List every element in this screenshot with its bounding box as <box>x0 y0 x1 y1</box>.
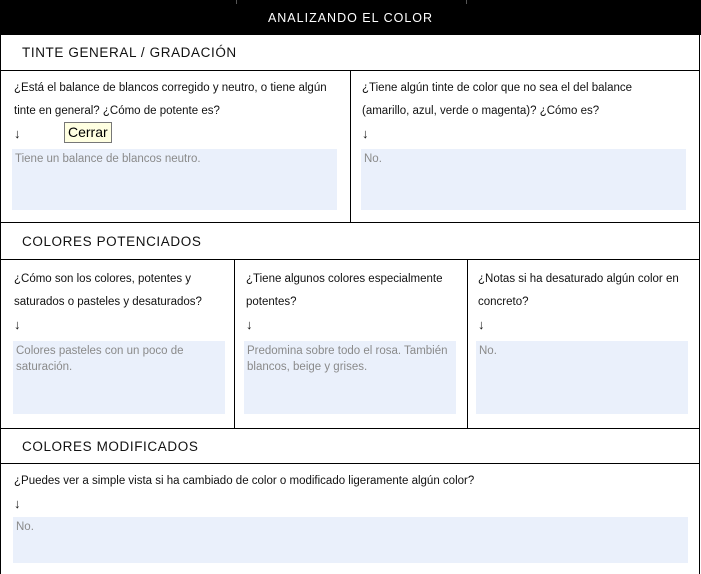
divider <box>0 428 700 429</box>
divider <box>0 222 700 223</box>
header-divider-tick <box>236 0 237 4</box>
column-divider <box>467 259 468 428</box>
header-divider-tick <box>466 0 467 4</box>
question-color-strength: ¿Cómo son los colores, potentes y saturados o pasteles y desaturados? <box>14 273 202 308</box>
down-arrow-icon: ↓ <box>14 126 21 141</box>
page-header <box>0 0 701 35</box>
down-arrow-icon: ↓ <box>14 317 21 332</box>
down-arrow-icon: ↓ <box>362 126 369 141</box>
question-color-tint: ¿Tiene algún tinte de color que no sea el del balance (amarillo, azul, verde o magenta)? ¿Cómo es? <box>362 82 633 117</box>
column-divider <box>350 70 351 222</box>
answer-desaturated-color-field[interactable]: No. <box>476 341 688 414</box>
answer-strong-colors-field[interactable]: Predomina sobre todo el rosa. También blancos, beige y grises. <box>244 341 456 414</box>
question-desaturated-color: ¿Notas si ha desaturado algún color en concreto? <box>478 273 679 308</box>
section-title-potenciados: COLORES POTENCIADOS <box>22 234 202 249</box>
page-title: ANALIZANDO EL COLOR <box>267 11 434 25</box>
answer-modified-color-field[interactable]: No. <box>13 517 688 563</box>
question-modified-color: ¿Puedes ver a simple vista si ha cambiado de color o modificado ligeramente algún color? <box>14 475 475 487</box>
answer-color-strength-field[interactable]: Colores pasteles con un poco de saturación. <box>13 341 225 414</box>
question-strong-colors: ¿Tiene algunos colores especialmente potentes? <box>246 273 443 308</box>
down-arrow-icon: ↓ <box>246 317 253 332</box>
question-white-balance: ¿Está el balance de blancos corregido y neutro, o tiene algún tinte en general? ¿Cómo de potente es? <box>14 82 327 117</box>
down-arrow-icon: ↓ <box>14 496 21 511</box>
column-divider <box>234 259 235 428</box>
down-arrow-icon: ↓ <box>478 317 485 332</box>
answer-color-tint-field[interactable]: No. <box>361 149 686 210</box>
answer-white-balance-field[interactable]: Tiene un balance de blancos neutro. <box>12 149 337 210</box>
frame-right-border <box>699 35 700 574</box>
divider <box>0 463 700 464</box>
section-title-modificados: COLORES MODIFICADOS <box>22 439 199 454</box>
frame-left-border <box>0 35 1 574</box>
close-tooltip[interactable]: Cerrar <box>64 122 112 143</box>
divider <box>0 259 700 260</box>
section-title-tinte: TINTE GENERAL / GRADACIÓN <box>22 45 237 60</box>
